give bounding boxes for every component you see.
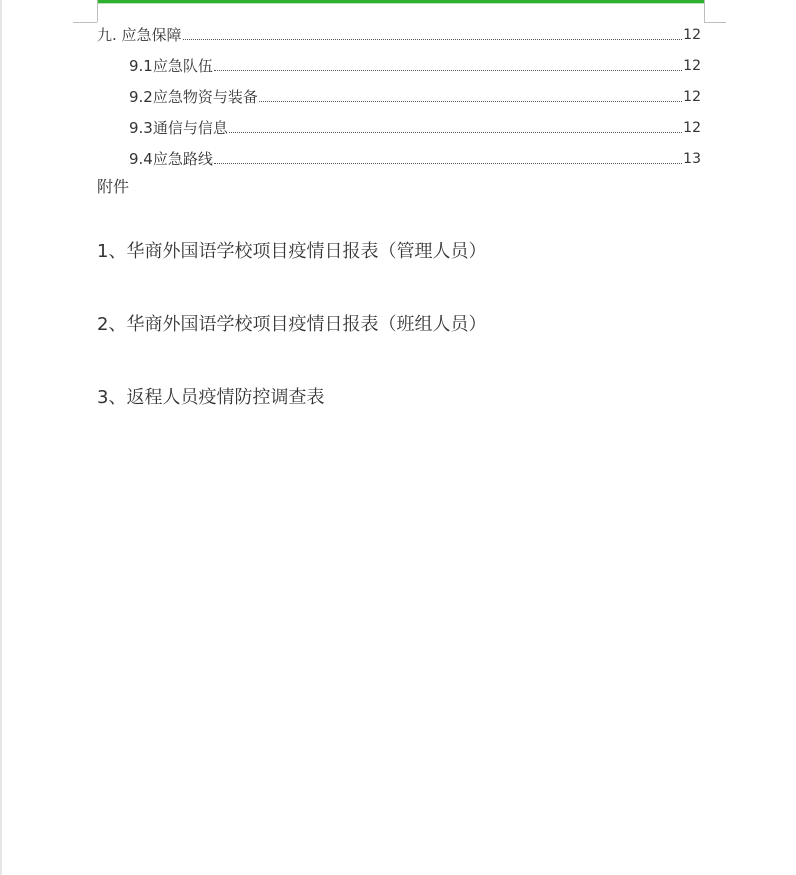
toc-entry-title: 9.3通信与信息 xyxy=(129,119,228,137)
toc-dot-leader xyxy=(183,38,683,40)
toc-dot-leader xyxy=(214,162,682,164)
toc-entry-title: 九. 应急保障 xyxy=(97,26,182,44)
toc-entry-emergency-support[interactable] xyxy=(97,22,701,44)
toc-entry-page: 12 xyxy=(683,27,701,43)
crop-mark-right-horizontal xyxy=(704,22,726,23)
page-left-edge xyxy=(0,0,2,875)
appendix-item-return-survey: 3、返程人员疫情防控调查表 xyxy=(97,387,325,408)
toc-entry-page: 12 xyxy=(683,89,701,105)
toc-dot-leader xyxy=(214,69,682,71)
toc-entry-emergency-supplies[interactable] xyxy=(129,84,701,106)
toc-entry-communication[interactable] xyxy=(129,115,701,137)
toc-entry-page: 12 xyxy=(683,120,701,136)
appendix-item-daily-report-team: 2、华商外国语学校项目疫情日报表（班组人员） xyxy=(97,314,487,335)
appendix-heading: 附件 xyxy=(97,177,130,196)
toc-entry-emergency-team[interactable] xyxy=(129,53,701,75)
toc-entry-emergency-route[interactable] xyxy=(129,146,701,168)
toc-entry-title: 9.4应急路线 xyxy=(129,150,213,168)
crop-mark-left-vertical xyxy=(97,0,98,22)
toc-entry-title: 9.1应急队伍 xyxy=(129,57,213,75)
toc-dot-leader xyxy=(229,131,682,133)
toc-entry-page: 12 xyxy=(683,58,701,74)
crop-mark-left-horizontal xyxy=(73,22,97,23)
toc-entry-page: 13 xyxy=(683,151,701,167)
toc-dot-leader xyxy=(259,100,682,102)
crop-mark-right-vertical xyxy=(704,0,705,22)
toc-entry-title: 9.2应急物资与装备 xyxy=(129,88,258,106)
page-top-border-shadow xyxy=(97,3,704,4)
appendix-item-daily-report-management: 1、华商外国语学校项目疫情日报表（管理人员） xyxy=(97,241,487,262)
